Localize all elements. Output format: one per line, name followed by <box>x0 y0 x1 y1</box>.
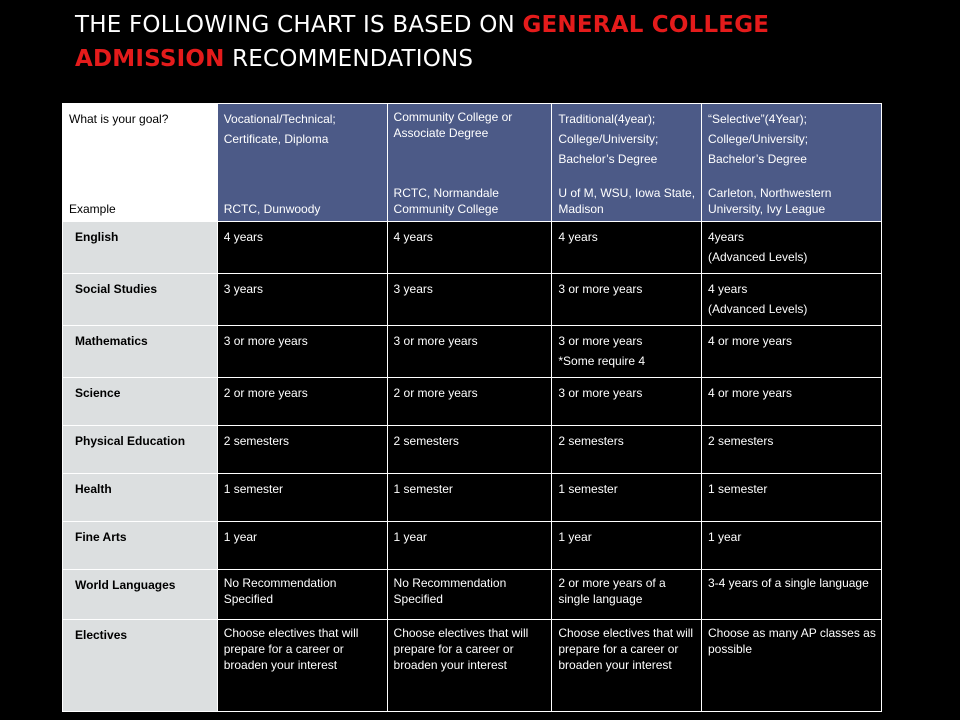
table-row <box>63 326 882 378</box>
cell-text: 2 or more years of a single language <box>558 576 666 606</box>
table-cell <box>217 326 387 378</box>
cell-text: (Advanced Levels) <box>707 250 808 264</box>
table-cell <box>701 474 881 522</box>
cell-text: 3 or more years <box>223 334 308 348</box>
table-cell <box>552 222 702 274</box>
cell-text: 2 semesters <box>558 434 624 448</box>
table-cell <box>217 474 387 522</box>
table-cell <box>387 426 552 474</box>
subject-cell: Science <box>63 378 218 426</box>
table-cell <box>552 522 702 570</box>
cell-text: 3 or more years <box>558 282 643 296</box>
header-traditional-line-1: Traditional(4year); <box>558 112 656 126</box>
cell-text: 3-4 years of a single language <box>707 576 869 590</box>
header-traditional-cell <box>552 104 702 222</box>
table-cell <box>217 522 387 570</box>
cell-text: 1 year <box>558 530 592 544</box>
subject-cell: Physical Education <box>63 426 218 474</box>
header-vocational-line-2: Certificate, Diploma <box>223 132 329 146</box>
table-row <box>63 222 882 274</box>
table-cell <box>217 222 387 274</box>
table-row <box>63 570 882 620</box>
subject-cell: Health <box>63 474 218 522</box>
cell-text: *Some require 4 <box>558 354 646 368</box>
cell-text: Choose as many AP classes as possible <box>707 626 876 656</box>
subject-cell: Mathematics <box>63 326 218 378</box>
cell-text: 1 year <box>707 530 742 544</box>
header-selective-cell <box>701 104 881 222</box>
table-cell <box>701 570 881 620</box>
table-cell <box>552 274 702 326</box>
cell-text: 2 or more years <box>223 386 308 400</box>
cell-text: 2 or more years <box>393 386 478 400</box>
cell-text: No Recommendation Specified <box>223 576 337 606</box>
header-traditional-line-3: Bachelor’s Degree <box>558 152 658 166</box>
table-cell <box>701 620 881 712</box>
table-cell <box>387 274 552 326</box>
cell-text: Choose electives that will prepare for a career or broaden your interest <box>393 626 529 672</box>
header-community-example: RCTC, Normandale Community College <box>393 186 499 216</box>
cell-text: 4 or more years <box>707 334 793 348</box>
table-cell <box>387 570 552 620</box>
table-cell <box>552 620 702 712</box>
header-example-label: Example <box>69 202 116 216</box>
cell-text: 2 semesters <box>707 434 774 448</box>
cell-text: 4 years <box>707 282 748 296</box>
subject-cell: Social Studies <box>63 274 218 326</box>
cell-text: 2 semesters <box>223 434 290 448</box>
table-row <box>63 474 882 522</box>
table-cell <box>552 570 702 620</box>
cell-text: 1 year <box>223 530 258 544</box>
header-goal-cell <box>63 104 218 222</box>
table-cell <box>217 274 387 326</box>
title-part-1: THE FOLLOWING CHART IS BASED ON <box>75 12 523 38</box>
table-cell <box>387 222 552 274</box>
cell-text: 3 or more years <box>558 334 643 348</box>
table-cell <box>217 620 387 712</box>
table-cell <box>701 222 881 274</box>
cell-text: 3 years <box>223 282 264 296</box>
cell-text: No Recommendation Specified <box>393 576 507 606</box>
header-goal-label: What is your goal? <box>69 112 169 126</box>
cell-text: 3 years <box>393 282 433 296</box>
admission-recommendations-table <box>62 103 882 712</box>
table-row <box>63 378 882 426</box>
table-header-row <box>63 104 882 222</box>
slide-title <box>75 8 905 76</box>
table-cell <box>387 620 552 712</box>
header-selective-line-2: College/University; <box>707 132 809 146</box>
header-traditional-example: U of M, WSU, Iowa State, Madison <box>558 186 696 216</box>
table-cell <box>552 426 702 474</box>
table-cell <box>701 378 881 426</box>
header-vocational-cell <box>217 104 387 222</box>
cell-text: 2 semesters <box>393 434 459 448</box>
title-highlight: GENERAL COLLEGE ADMISSION <box>75 12 770 72</box>
table-cell <box>387 326 552 378</box>
cell-text: 3 or more years <box>558 386 643 400</box>
table-row <box>63 274 882 326</box>
header-vocational-line-1: Vocational/Technical; <box>223 112 336 126</box>
cell-text: 1 semester <box>393 482 453 496</box>
table-cell <box>701 274 881 326</box>
header-vocational-example: RCTC, Dunwoody <box>223 202 321 216</box>
table-cell <box>217 378 387 426</box>
table-cell <box>701 426 881 474</box>
table-cell <box>552 378 702 426</box>
title-part-2: RECOMMENDATIONS <box>224 46 474 72</box>
table-cell <box>217 570 387 620</box>
header-selective-line-1: “Selective”(4Year); <box>707 112 807 126</box>
cell-text: 1 semester <box>558 482 618 496</box>
table-row <box>63 426 882 474</box>
cell-text: (Advanced Levels) <box>707 302 808 316</box>
table-cell <box>552 474 702 522</box>
table-row <box>63 522 882 570</box>
cell-text: 1 semester <box>223 482 284 496</box>
cell-text: 4 years <box>223 230 264 244</box>
cell-text: 4years <box>707 230 745 244</box>
header-traditional-line-2: College/University; <box>558 132 659 146</box>
table-cell <box>701 326 881 378</box>
header-community-line-1: Community College or Associate Degree <box>393 110 513 140</box>
table-cell <box>387 522 552 570</box>
header-selective-example: Carleton, Northwestern University, Ivy League <box>707 186 832 216</box>
cell-text: 4 years <box>558 230 598 244</box>
cell-text: 4 or more years <box>707 386 793 400</box>
subject-cell: English <box>63 222 218 274</box>
cell-text: 3 or more years <box>393 334 478 348</box>
header-community-cell <box>387 104 552 222</box>
cell-text: 1 year <box>393 530 427 544</box>
table-cell <box>217 426 387 474</box>
table-cell <box>552 326 702 378</box>
cell-text: Choose electives that will prepare for a career or broaden your interest <box>223 626 359 672</box>
header-selective-line-3: Bachelor’s Degree <box>707 152 807 166</box>
cell-text: 4 years <box>393 230 433 244</box>
cell-text: Choose electives that will prepare for a career or broaden your interest <box>558 626 694 672</box>
cell-text: 1 semester <box>707 482 768 496</box>
table-cell <box>387 474 552 522</box>
subject-cell: World Languages <box>63 570 218 620</box>
table-cell <box>701 522 881 570</box>
subject-cell: Electives <box>63 620 218 712</box>
table-row <box>63 620 882 712</box>
table-cell <box>387 378 552 426</box>
subject-cell: Fine Arts <box>63 522 218 570</box>
